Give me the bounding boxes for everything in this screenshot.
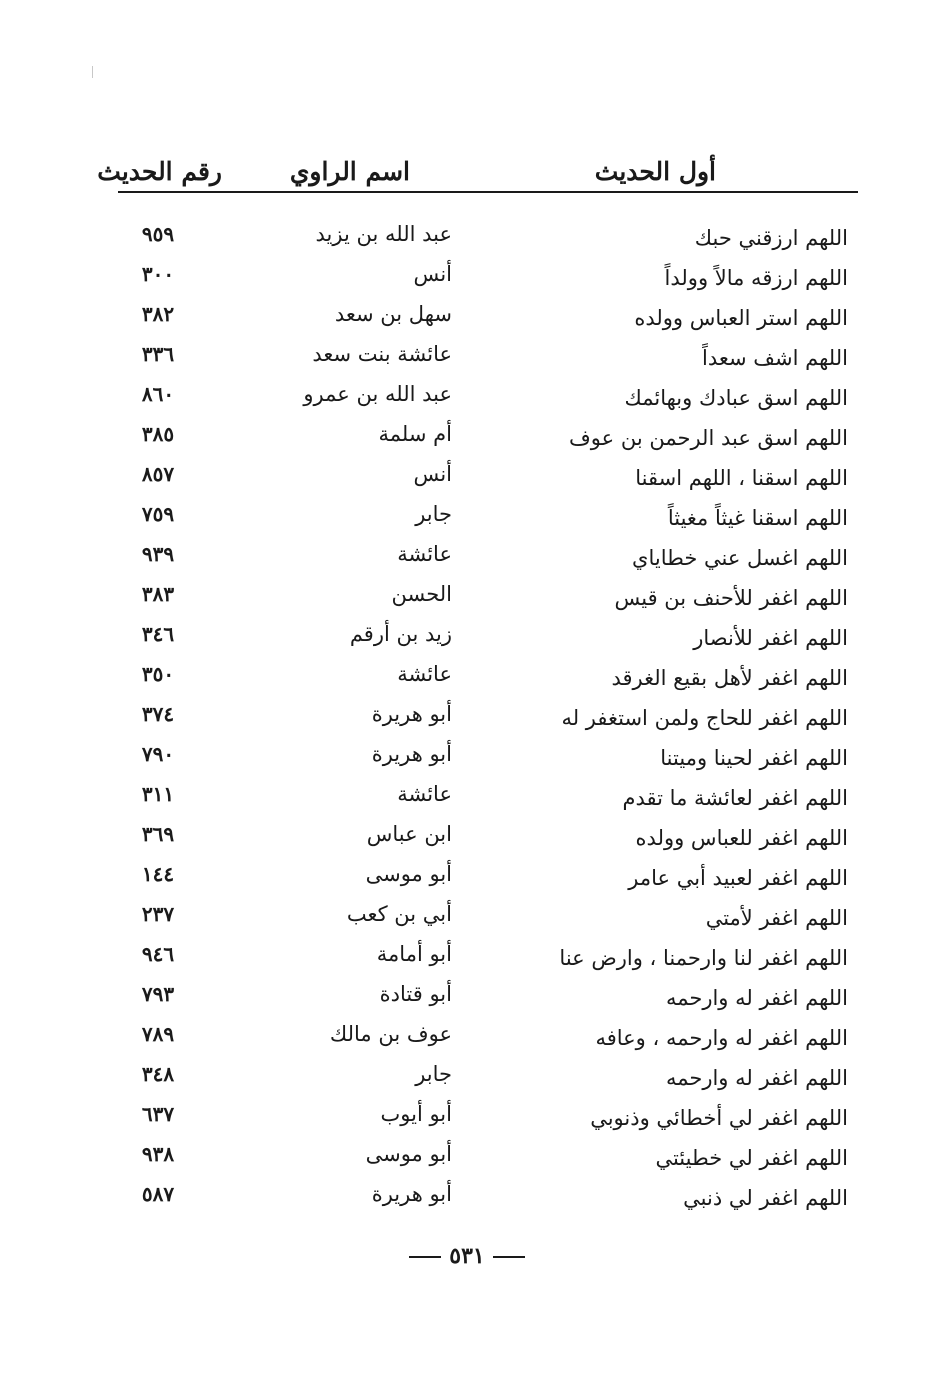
first-hadith-cell: اللهم اغفر للحاج ولمن استغفر له bbox=[561, 706, 848, 730]
first-hadith-cell: اللهم اغفر لي ذنبي bbox=[683, 1186, 848, 1210]
narrator-cell: جابر bbox=[415, 502, 452, 526]
hadith-number-cell: ٩٤٦ bbox=[141, 942, 175, 966]
narrator-cell: عائشة بنت سعد bbox=[312, 342, 452, 366]
narrator-cell: أبو هريرة bbox=[371, 1182, 452, 1206]
first-hadith-cell: اللهم ارزقني حبك bbox=[694, 226, 848, 250]
first-hadith-cell: اللهم اغفر لأهل بقيع الغرقد bbox=[611, 666, 848, 690]
first-hadith-cell: اللهم اغفر لعائشة ما تقدم bbox=[622, 786, 848, 810]
hadith-number-cell: ٣٨٢ bbox=[141, 302, 175, 326]
table-row bbox=[118, 694, 858, 734]
table-row bbox=[118, 374, 858, 414]
hadith-number-cell: ٣١١ bbox=[141, 782, 175, 806]
hadith-number-cell: ٣٣٦ bbox=[141, 342, 175, 366]
narrator-cell: أبو موسى bbox=[365, 862, 452, 886]
first-hadith-cell: اللهم اغفر لأمتي bbox=[705, 906, 848, 930]
narrator-cell: أبو أمامة bbox=[376, 942, 452, 966]
first-hadith-cell: اللهم اغفر للأحنف بن قيس bbox=[614, 586, 848, 610]
table-row bbox=[118, 894, 858, 934]
narrator-cell: عوف بن مالك bbox=[329, 1022, 452, 1046]
first-hadith-cell: اللهم اسقنا غيثاً مغيثاً bbox=[667, 506, 848, 530]
narrator-cell: أبو أيوب bbox=[380, 1102, 452, 1126]
hadith-number-cell: ٨٥٧ bbox=[141, 462, 175, 486]
hadith-number-cell: ٣٤٦ bbox=[141, 622, 175, 646]
first-hadith-cell: اللهم اغفر للأنصار bbox=[693, 626, 848, 650]
first-hadith-cell: اللهم اغفر لي خطيئتي bbox=[655, 1146, 848, 1170]
hadith-number-cell: ٩٣٩ bbox=[141, 542, 175, 566]
table-row bbox=[118, 1054, 858, 1094]
header-divider bbox=[118, 191, 858, 193]
narrator-cell: جابر bbox=[415, 1062, 452, 1086]
first-hadith-cell: اللهم اسق عبادك وبهائمك bbox=[624, 386, 848, 410]
table-row bbox=[118, 574, 858, 614]
footer-dash-left bbox=[409, 1256, 441, 1258]
first-hadith-cell: اللهم اغفر للعباس وولده bbox=[635, 826, 848, 850]
first-hadith-cell: اللهم اغفر له وارحمه bbox=[665, 1066, 848, 1090]
header-hadith-number: رقم الحديث bbox=[97, 157, 222, 186]
narrator-cell: عبد الله بن عمرو bbox=[303, 382, 452, 406]
table-row bbox=[118, 254, 858, 294]
hadith-number-cell: ٦٣٧ bbox=[141, 1102, 175, 1126]
first-hadith-cell: اللهم اغفر له وارحمه ، وعافه bbox=[595, 1026, 848, 1050]
table-row bbox=[118, 654, 858, 694]
hadith-number-cell: ٨٦٠ bbox=[141, 382, 175, 406]
hadith-number-cell: ٧٩٣ bbox=[141, 982, 175, 1006]
table-row bbox=[118, 534, 858, 574]
hadith-number-cell: ٣٤٨ bbox=[141, 1062, 175, 1086]
hadith-number-cell: ٣٨٣ bbox=[141, 582, 175, 606]
narrator-cell: أبي بن كعب bbox=[346, 902, 452, 926]
hadith-number-cell: ٥٨٧ bbox=[141, 1182, 175, 1206]
table-row bbox=[118, 1134, 858, 1174]
header-first-hadith: أول الحديث bbox=[594, 157, 716, 186]
narrator-cell: عائشة bbox=[397, 662, 452, 686]
hadith-number-cell: ٢٣٧ bbox=[141, 902, 175, 926]
narrator-cell: سهل بن سعد bbox=[334, 302, 452, 326]
hadith-number-cell: ٣٥٠ bbox=[141, 662, 175, 686]
first-hadith-cell: اللهم اشف سعداً bbox=[702, 346, 848, 370]
narrator-cell: أبو قتادة bbox=[379, 982, 452, 1006]
footer-dash-right bbox=[493, 1256, 525, 1258]
table-row bbox=[118, 294, 858, 334]
hadith-number-cell: ١٤٤ bbox=[141, 862, 175, 886]
narrator-cell: أنس bbox=[413, 262, 452, 286]
table-row bbox=[118, 1094, 858, 1134]
table-row bbox=[118, 1014, 858, 1054]
first-hadith-cell: اللهم اغفر لحينا وميتنا bbox=[660, 746, 848, 770]
table-row bbox=[118, 934, 858, 974]
narrator-cell: أبو موسى bbox=[365, 1142, 452, 1166]
hadith-index-table bbox=[118, 214, 858, 1214]
narrator-cell: أنس bbox=[413, 462, 452, 486]
hadith-number-cell: ٣٠٠ bbox=[141, 262, 175, 286]
first-hadith-cell: اللهم استر العباس وولده bbox=[634, 306, 848, 330]
table-row bbox=[118, 614, 858, 654]
table-row bbox=[118, 454, 858, 494]
page-number: ٥٣١ bbox=[449, 1243, 485, 1269]
narrator-cell: أبو هريرة bbox=[371, 742, 452, 766]
narrator-cell: عائشة bbox=[397, 782, 452, 806]
hadith-number-cell: ٩٥٩ bbox=[141, 222, 175, 246]
narrator-cell: عائشة bbox=[397, 542, 452, 566]
page-footer bbox=[0, 1236, 934, 1276]
narrator-cell: أبو هريرة bbox=[371, 702, 452, 726]
hadith-number-cell: ٣٧٤ bbox=[141, 702, 175, 726]
first-hadith-cell: اللهم اغفر لعبيد أبي عامر bbox=[628, 866, 848, 890]
hadith-number-cell: ٧٨٩ bbox=[141, 1022, 175, 1046]
first-hadith-cell: اللهم اسق عبد الرحمن بن عوف bbox=[569, 426, 848, 450]
narrator-cell: عبد الله بن يزيد bbox=[315, 222, 452, 246]
first-hadith-cell: اللهم اغسل عني خطاياي bbox=[632, 546, 848, 570]
table-row bbox=[118, 734, 858, 774]
table-row bbox=[118, 1174, 858, 1214]
hadith-number-cell: ٣٨٥ bbox=[141, 422, 175, 446]
hadith-number-cell: ٧٥٩ bbox=[141, 502, 175, 526]
narrator-cell: ابن عباس bbox=[366, 822, 452, 846]
table-row bbox=[118, 814, 858, 854]
first-hadith-cell: اللهم اغفر له وارحمه bbox=[665, 986, 848, 1010]
narrator-cell: الحسن bbox=[391, 582, 452, 606]
hadith-number-cell: ٣٦٩ bbox=[141, 822, 175, 846]
table-row bbox=[118, 774, 858, 814]
table-row bbox=[118, 334, 858, 374]
table-row bbox=[118, 414, 858, 454]
table-row bbox=[118, 854, 858, 894]
header-narrator: اسم الراوي bbox=[289, 157, 410, 186]
first-hadith-cell: اللهم اغفر لنا وارحمنا ، وارض عنا bbox=[559, 946, 848, 970]
first-hadith-cell: اللهم اغفر لي أخطائي وذنوبي bbox=[590, 1106, 848, 1130]
first-hadith-cell: اللهم اسقنا ، اللهم اسقنا bbox=[635, 466, 848, 490]
scan-edge-mark bbox=[92, 66, 93, 78]
hadith-number-cell: ٧٩٠ bbox=[141, 742, 175, 766]
first-hadith-cell: اللهم ارزقه مالاً وولداً bbox=[664, 266, 848, 290]
hadith-number-cell: ٩٣٨ bbox=[141, 1142, 175, 1166]
table-header bbox=[97, 150, 858, 194]
narrator-cell: زيد بن أرقم bbox=[349, 622, 452, 646]
table-row bbox=[118, 214, 858, 254]
table-row bbox=[118, 974, 858, 1014]
narrator-cell: أم سلمة bbox=[378, 422, 452, 446]
table-row bbox=[118, 494, 858, 534]
